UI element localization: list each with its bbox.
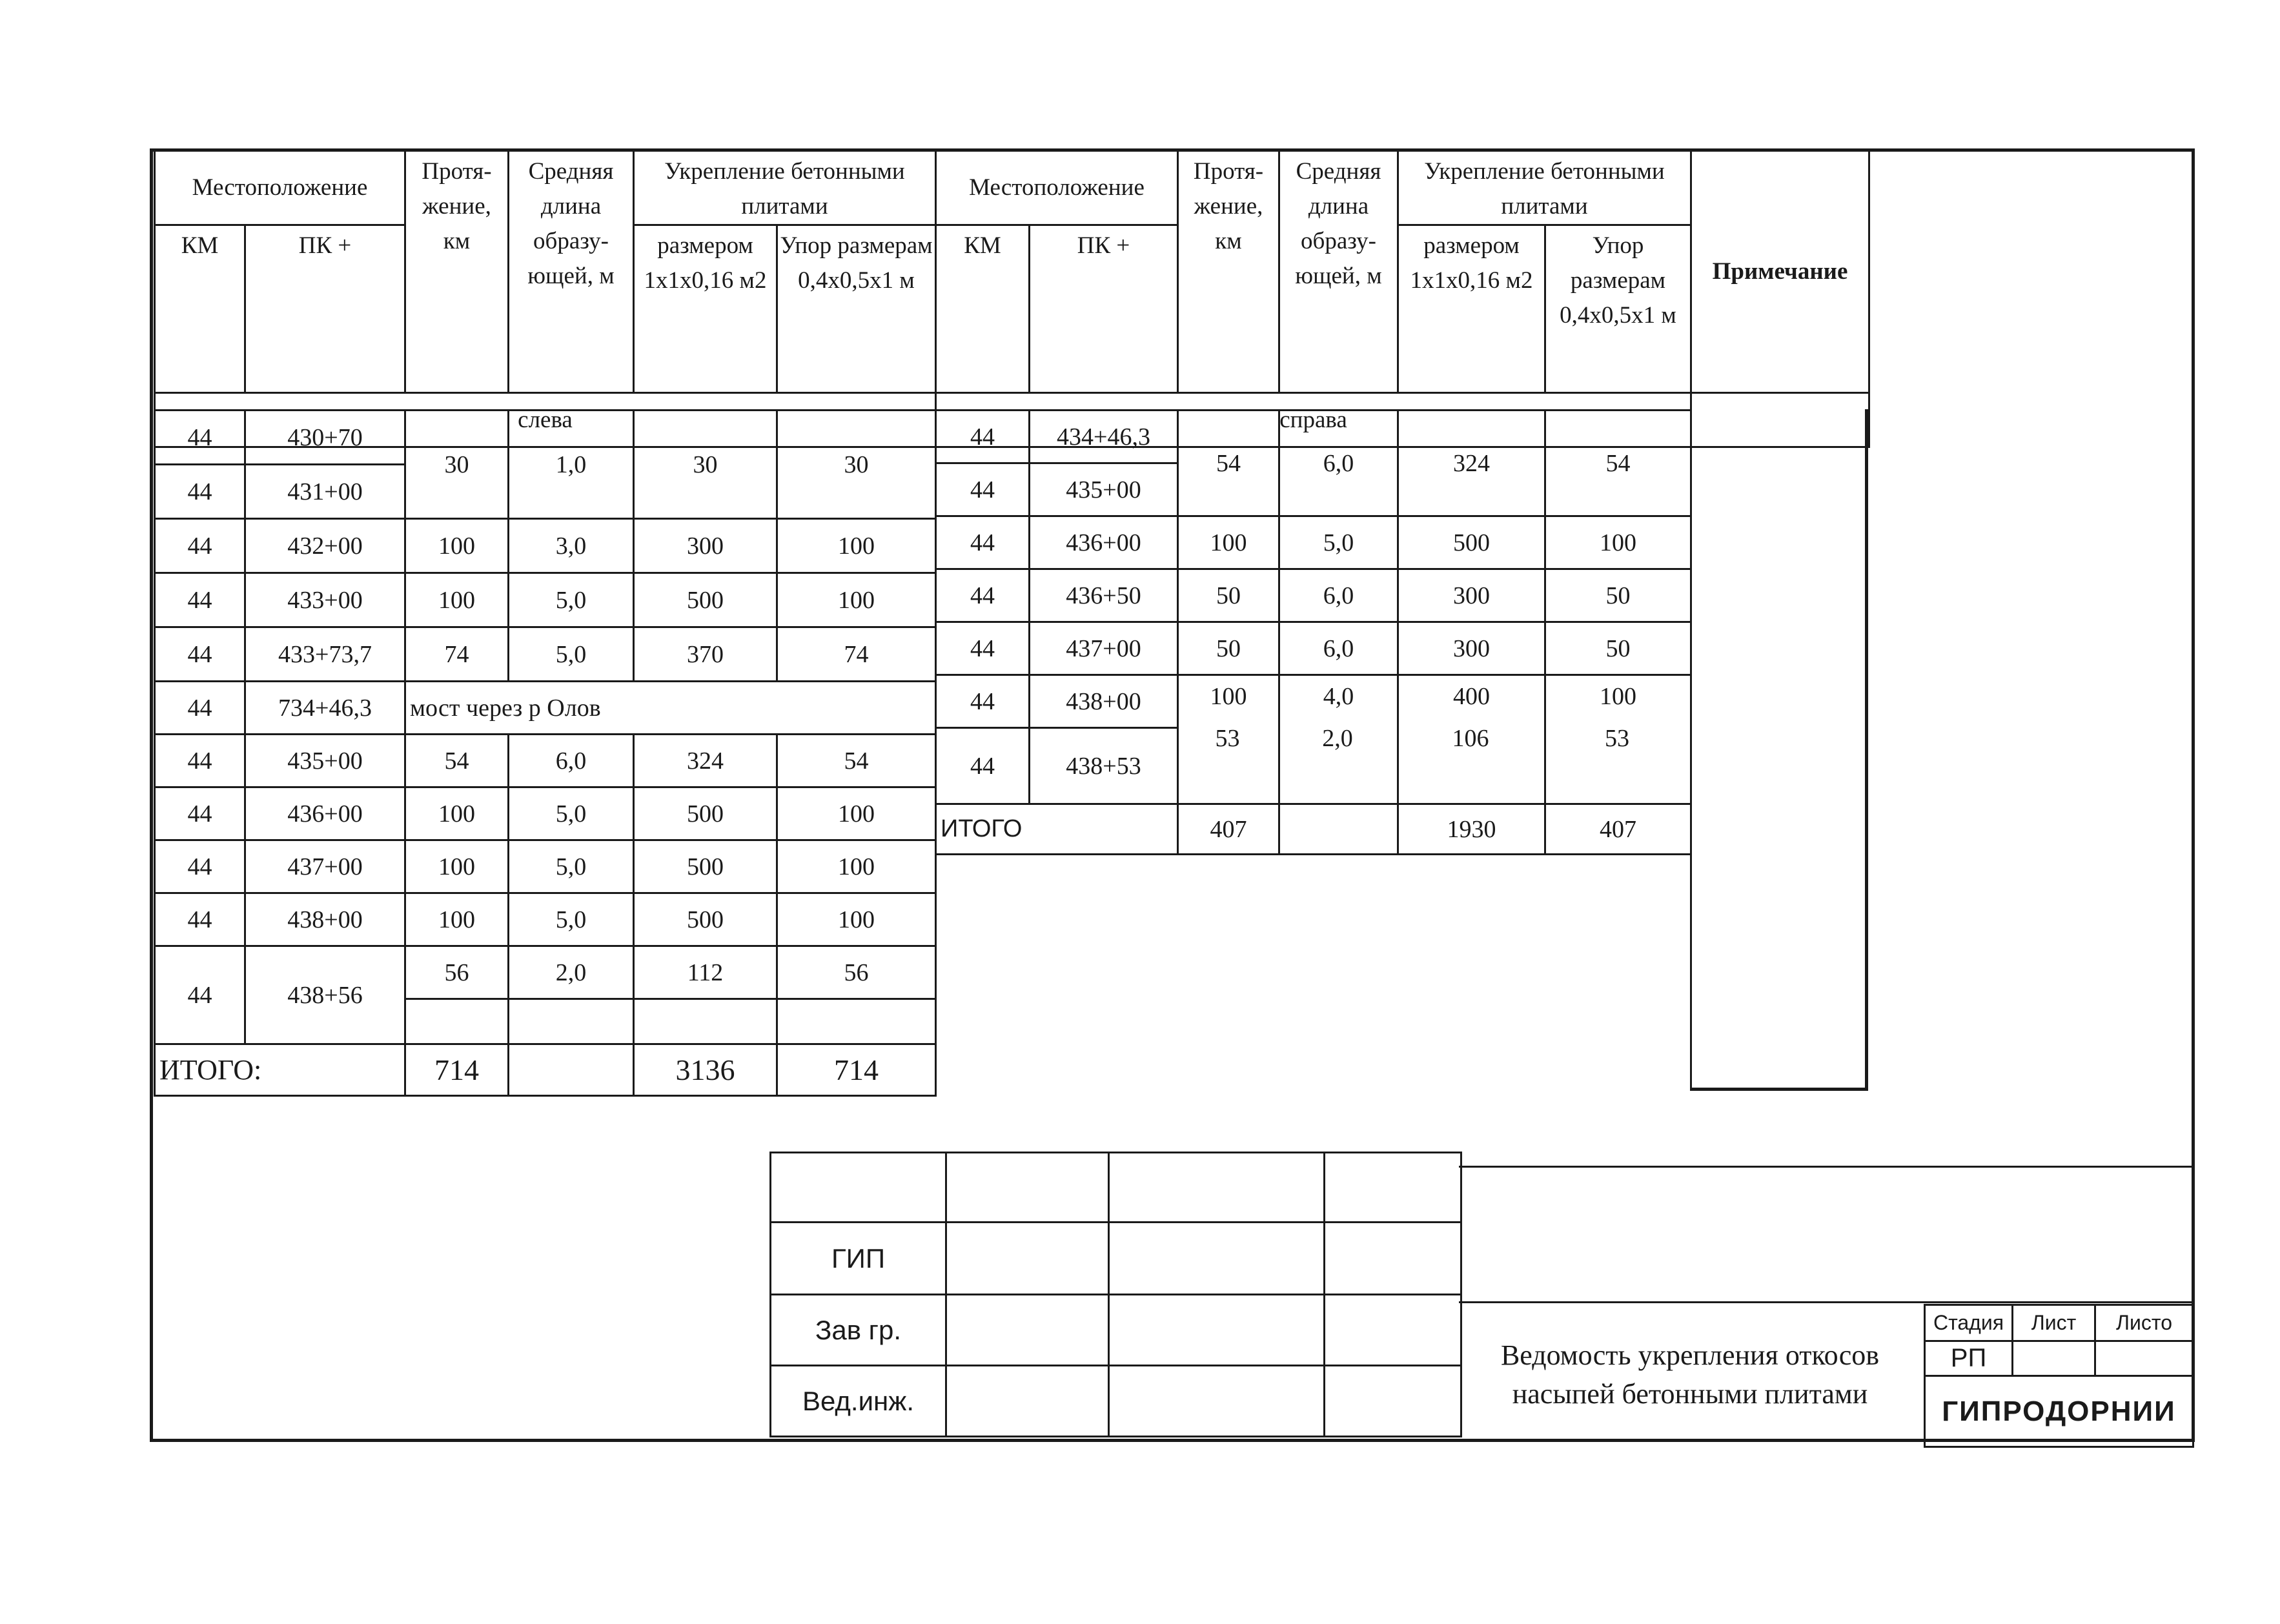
title-block-divider	[1459, 1301, 2192, 1303]
stop-cell: 100	[1545, 675, 1691, 804]
total-slab-right: 1930	[1398, 804, 1545, 855]
table-row-km: 44	[155, 735, 245, 787]
slab-cell: 324	[1398, 411, 1545, 516]
header-avg-length-left: Средняя длина образу-ющей, м	[509, 151, 634, 393]
table-row-pk: 437+00	[245, 840, 405, 893]
empty-cell	[509, 999, 634, 1044]
bridge-note: мост через р Олов	[405, 682, 936, 735]
stage-label: Стадия	[1925, 1305, 2013, 1341]
length-cell: 53	[1215, 725, 1240, 752]
slab-cell: 300	[1398, 569, 1545, 622]
right-side-table	[935, 409, 1692, 855]
slab-cell: 300	[634, 519, 777, 573]
header-length-right: Протя-жение, км	[1178, 151, 1279, 393]
header-pk-left: ПК +	[245, 225, 405, 393]
right-last-values	[935, 719, 1690, 758]
table-row-pk: 431+00	[245, 465, 405, 519]
length-cell: 100	[405, 840, 509, 893]
length-cell: 30	[405, 411, 509, 519]
header-location-left: Местоположение	[155, 151, 405, 225]
slab-cell: 400	[1398, 675, 1545, 804]
table-row-km: 44	[155, 682, 245, 735]
document-title-line2: насыпей бетонными плитами	[1512, 1378, 1868, 1410]
slab-cell: 500	[634, 840, 777, 893]
table-row-pk: 433+00	[245, 573, 405, 627]
slab-cell: 500	[634, 787, 777, 840]
section-left: слева	[155, 393, 936, 447]
header-location-right: Местоположение	[936, 151, 1178, 225]
stop-cell: 100	[777, 840, 936, 893]
header-length-left: Протя-жение, км	[405, 151, 509, 393]
table-row-pk: 436+00	[245, 787, 405, 840]
total-slab-left: 3136	[634, 1044, 777, 1096]
table-row-pk: 437+00	[1030, 622, 1178, 675]
table-row-km: 44	[936, 516, 1030, 569]
table-row-km: 44	[155, 787, 245, 840]
table-row-pk: 432+00	[245, 519, 405, 573]
header-note: Примечание	[1691, 151, 1869, 393]
sheets-label: Листо	[2095, 1305, 2193, 1341]
table-row-pk: 438+00	[245, 893, 405, 946]
length-cell: 100	[405, 787, 509, 840]
table-row-pk: 435+00	[1030, 463, 1178, 516]
slab-cell: 300	[1398, 622, 1545, 675]
table-row-km: 44	[936, 622, 1030, 675]
avg-length-cell: 3,0	[509, 519, 634, 573]
table-row-km: 44	[936, 463, 1030, 516]
avg-length-cell: 6,0	[1279, 411, 1398, 516]
empty-cell	[634, 999, 777, 1044]
stage-sheet-table	[1924, 1304, 2194, 1448]
slab-cell: 106	[1452, 725, 1489, 752]
table-row-pk: 436+00	[1030, 516, 1178, 569]
stop-cell: 50	[1545, 622, 1691, 675]
stop-cell: 100	[777, 573, 936, 627]
total-label-left: ИТОГО:	[155, 1044, 405, 1096]
table-row-pk: 435+00	[245, 735, 405, 787]
length-cell: 100	[1178, 516, 1279, 569]
header-pk-right: ПК +	[1030, 225, 1178, 393]
stop-cell: 100	[777, 519, 936, 573]
stop-cell: 74	[777, 627, 936, 682]
table-row-pk: 434+46,3	[1030, 411, 1178, 463]
table-row-km: 44	[155, 840, 245, 893]
slab-cell: 30	[634, 411, 777, 519]
total-length-right: 407	[1178, 804, 1279, 855]
document-title-line1: Ведомость укрепления откосов	[1500, 1339, 1880, 1371]
stop-cell: 100	[1545, 516, 1691, 569]
stop-cell: 100	[777, 787, 936, 840]
sheet-label: Лист	[2013, 1305, 2095, 1341]
total-stop-right: 407	[1545, 804, 1691, 855]
document-title	[1464, 1336, 1916, 1414]
stop-cell: 54	[777, 735, 936, 787]
avg-length-cell: 6,0	[1279, 569, 1398, 622]
table-row-km: 44	[936, 569, 1030, 622]
empty-cell	[777, 999, 936, 1044]
header-reinforcement-right: Укрепление бетонными плитами	[1398, 151, 1691, 225]
length-cell: 56	[405, 946, 509, 999]
length-cell: 50	[1178, 622, 1279, 675]
table-row-pk: 438+53	[1030, 728, 1178, 804]
avg-length-cell: 5,0	[509, 627, 634, 682]
header-slab-left: размером 1х1х0,16 м2	[634, 225, 777, 393]
note-column	[1690, 409, 1868, 1091]
header-km-left: КМ	[155, 225, 245, 393]
section-right: справа	[936, 393, 1691, 447]
empty-cell	[405, 999, 509, 1044]
table-row-km: 44	[155, 465, 245, 519]
table-row-pk: 734+46,3	[245, 682, 405, 735]
avg-length-cell: 5,0	[1279, 516, 1398, 569]
avg-length-cell: 5,0	[509, 573, 634, 627]
header-km-right: КМ	[936, 225, 1030, 393]
header-avg-length-right: Средняя длина образу-ющей, м	[1279, 151, 1398, 393]
header-slab-right: размером 1х1х0,16 м2	[1398, 225, 1545, 393]
total-length-left: 714	[405, 1044, 509, 1096]
table-row-pk: 430+70	[245, 411, 405, 465]
avg-length-cell: 6,0	[509, 735, 634, 787]
slab-cell: 500	[634, 573, 777, 627]
role-gip: ГИП	[771, 1223, 946, 1295]
avg-length-cell: 1,0	[509, 411, 634, 519]
left-side-table	[154, 409, 937, 1097]
length-cell: 100	[1178, 675, 1279, 804]
table-row-km: 44	[155, 627, 245, 682]
table-row-pk: 438+00	[1030, 675, 1178, 728]
right-empty-area	[935, 871, 1690, 1091]
table-row-pk: 433+73,7	[245, 627, 405, 682]
role-head-group: Зав гр.	[771, 1295, 946, 1366]
organization-name: ГИПРОДОРНИИ	[1925, 1376, 2193, 1447]
table-row-pk: 438+56	[245, 946, 405, 1044]
length-cell: 54	[405, 735, 509, 787]
length-cell: 50	[1178, 569, 1279, 622]
stop-cell: 53	[1605, 725, 1629, 752]
header-reinforcement-left: Укрепление бетонными плитами	[634, 151, 936, 225]
stage-value: РП	[1925, 1341, 2013, 1376]
avg-length-cell: 4,0	[1279, 675, 1398, 804]
slab-cell: 500	[1398, 516, 1545, 569]
avg-length-cell: 5,0	[509, 893, 634, 946]
header-stop-left: Упор размерам 0,4х0,5х1 м	[777, 225, 936, 393]
role-lead-engineer: Вед.инж.	[771, 1366, 946, 1437]
table-row-km: 44	[155, 946, 245, 1044]
slab-cell: 370	[634, 627, 777, 682]
table-row-km: 44	[936, 675, 1030, 728]
title-block-signatures	[769, 1152, 1462, 1437]
stop-cell: 56	[777, 946, 936, 999]
avg-length-cell: 2,0	[509, 946, 634, 999]
stop-cell: 30	[777, 411, 936, 519]
header-stop-right: Упор размерам 0,4х0,5х1 м	[1545, 225, 1691, 393]
table-row-km: 44	[936, 411, 1030, 463]
empty-cell	[509, 1044, 634, 1096]
avg-length-cell: 5,0	[509, 840, 634, 893]
table-row-km: 44	[155, 573, 245, 627]
avg-length-cell: 6,0	[1279, 622, 1398, 675]
empty-cell	[1279, 804, 1398, 855]
table-row-km: 44	[155, 893, 245, 946]
table-row-km: 44	[936, 728, 1030, 804]
stop-cell: 100	[777, 893, 936, 946]
stop-cell: 50	[1545, 569, 1691, 622]
slab-cell: 112	[634, 946, 777, 999]
slope-reinforcement-table	[154, 150, 1870, 448]
length-cell: 74	[405, 627, 509, 682]
slab-cell: 324	[634, 735, 777, 787]
avg-length-cell: 2,0	[1322, 725, 1353, 752]
total-stop-left: 714	[777, 1044, 936, 1096]
table-row-km: 44	[155, 519, 245, 573]
avg-length-cell: 5,0	[509, 787, 634, 840]
table-row-pk: 436+50	[1030, 569, 1178, 622]
stop-cell: 54	[1545, 411, 1691, 516]
length-cell: 54	[1178, 411, 1279, 516]
length-cell: 100	[405, 573, 509, 627]
table-row-km: 44	[155, 411, 245, 465]
slab-cell: 500	[634, 893, 777, 946]
length-cell: 100	[405, 519, 509, 573]
length-cell: 100	[405, 893, 509, 946]
total-label-right: ИТОГО	[936, 804, 1178, 855]
